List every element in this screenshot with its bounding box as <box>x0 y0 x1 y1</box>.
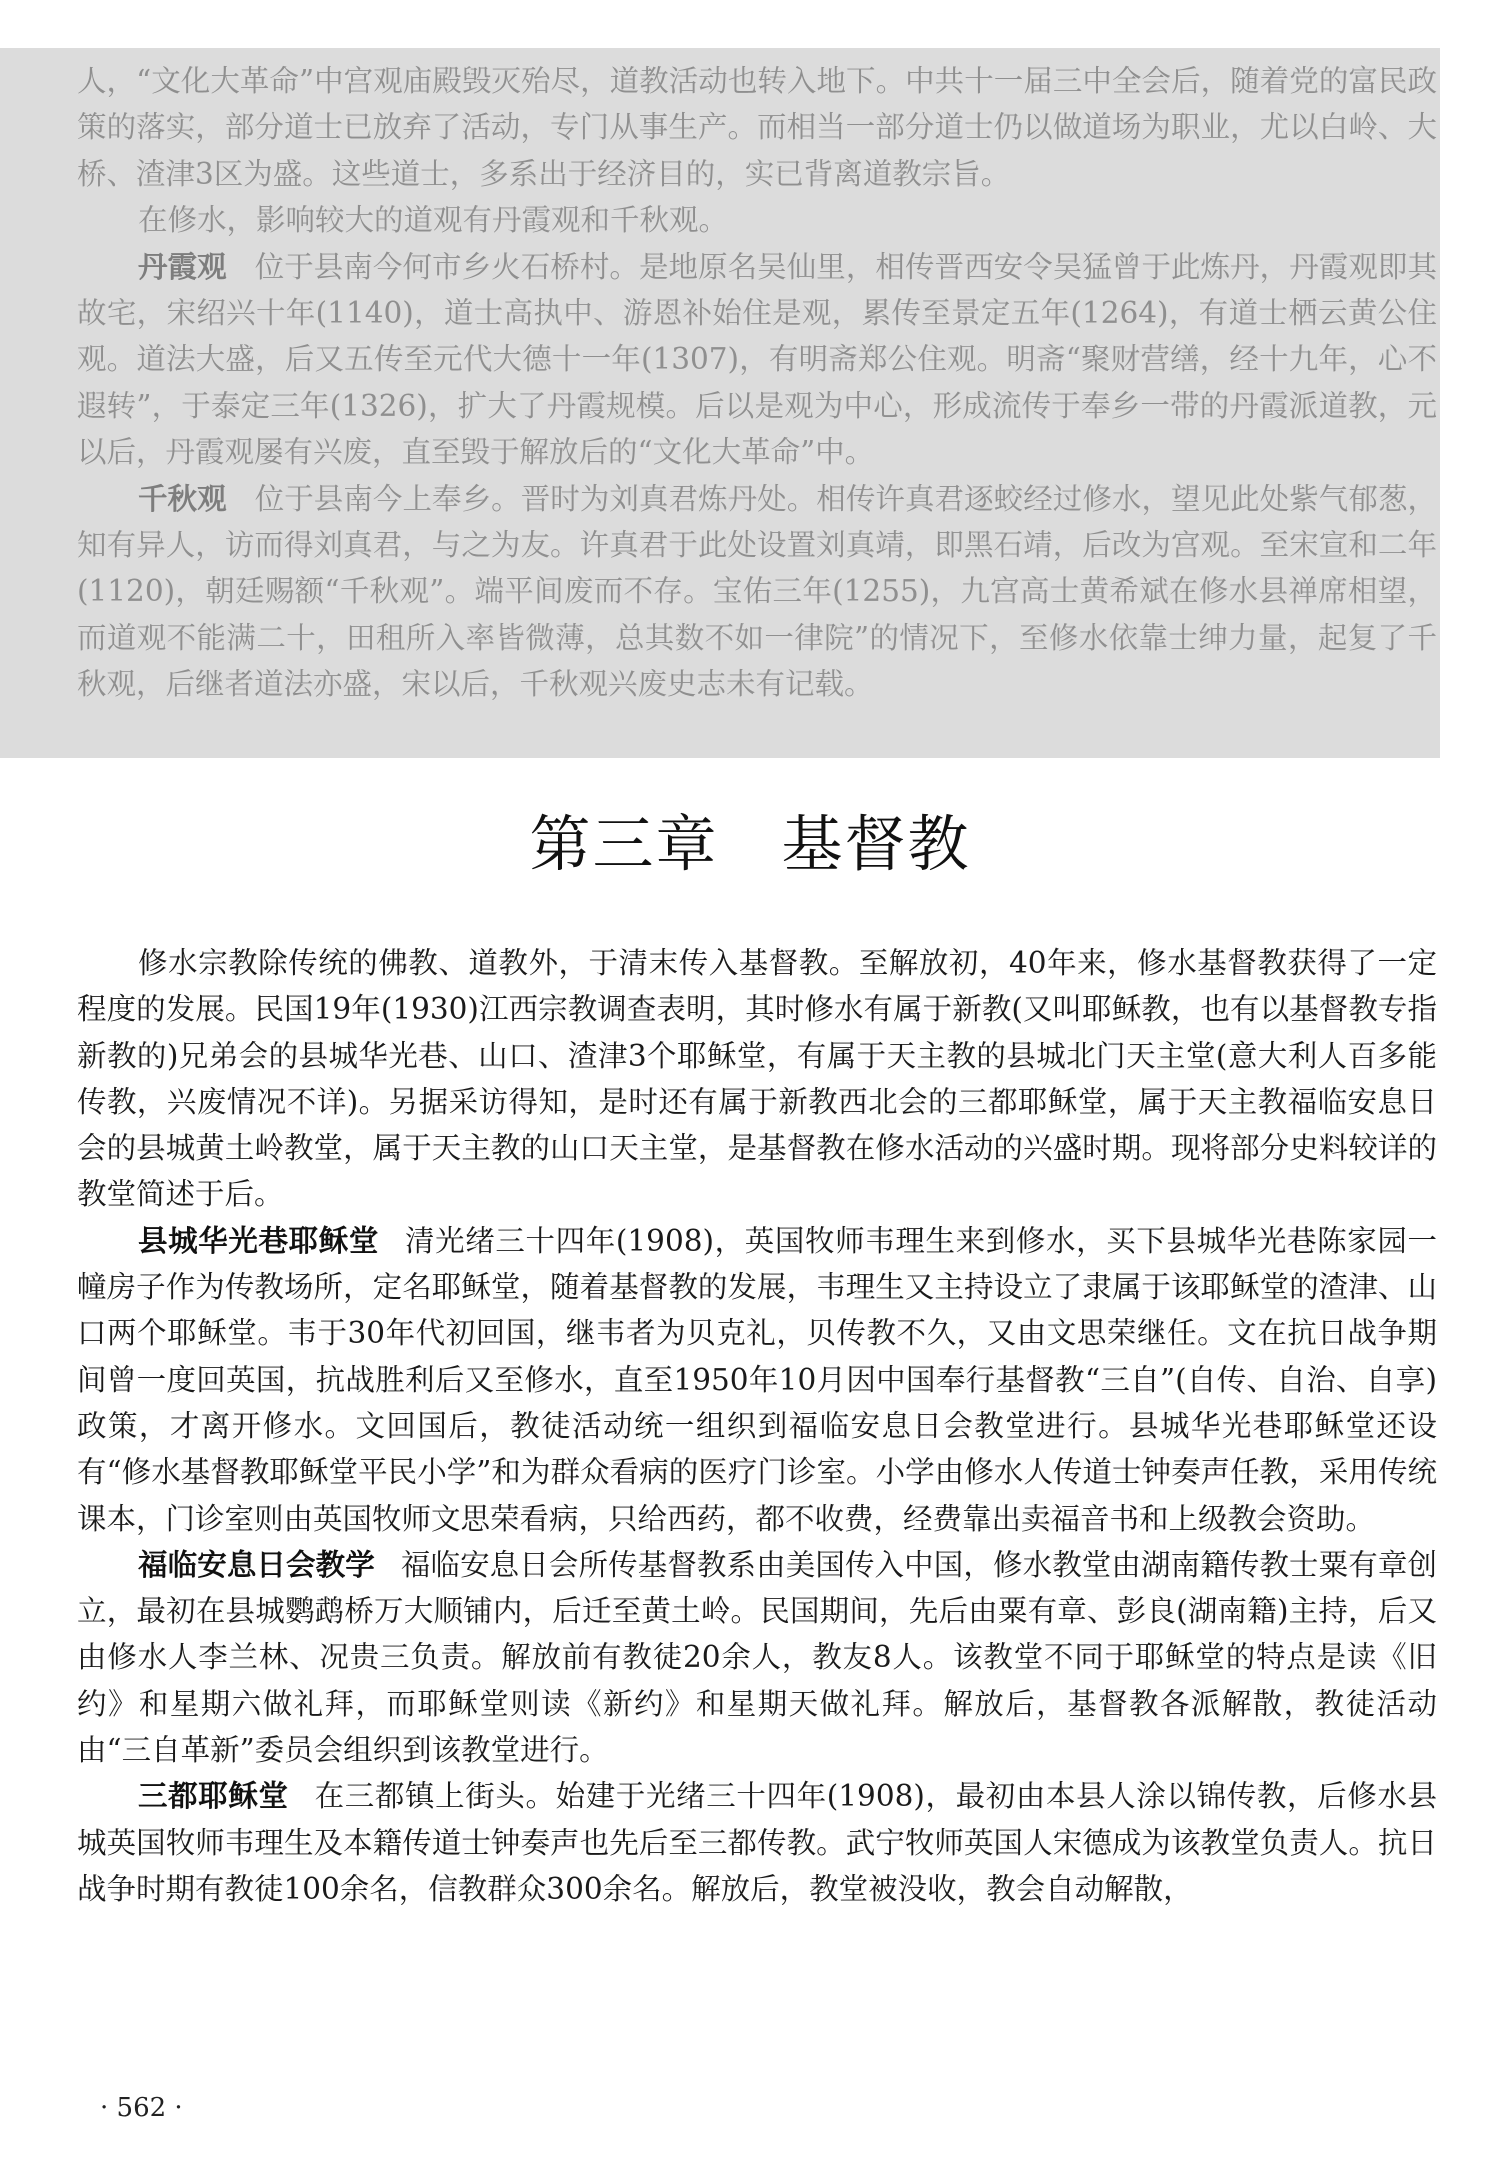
fulin-paragraph <box>77 1542 1437 1773</box>
huaguang-paragraph <box>77 1218 1437 1542</box>
sandu-paragraph <box>77 1773 1437 1912</box>
christianity-section-text <box>77 940 1437 1912</box>
danxia-text: 位于县南今何市乡火石桥村。是地原名吴仙里，相传晋西安令吴猛曾于此炼丹，丹霞观即其故宅，宋绍兴十年(1140)，道士高执中、游恩补始住是观，累传至景定五年(1264)，有道士栖云黄公住观。道法大盛，后又五传至元代大德十一年(1307)，有明斋郑公住观。明斋“聚财营缮，经十九年，心不遐转”，于泰定三年(1326)，扩大了丹霞规模。后以是观为中心，形成流传于奉乡一带的丹霞派道教，元以后，丹霞观屡有兴废，直至毁于解放后的“文化大革命”中。 <box>77 249 1437 470</box>
qianqiu-term: 千秋观 <box>138 481 227 516</box>
danxia-term: 丹霞观 <box>138 249 227 284</box>
chapter-title: 第三章 基督教 <box>529 809 971 880</box>
intro-paragraph: 修水宗教除传统的佛教、道教外，于清末传入基督教。至解放初，40年来，修水基督教获得了一定程度的发展。民国19年(1930)江西宗教调查表明，其时修水有属于新教(又叫耶稣教，也有以基督教专指新教的)兄弟会的县城华光巷、山口、渣津3个耶稣堂，有属于天主教的县城北门天主堂(意大利人百多能传教，兴废情况不详)。另据采访得知，是时还有属于新教西北会的三都耶稣堂，属于天主教福临安息日会的县城黄土岭教堂，属于天主教的山口天主堂，是基督教在修水活动的兴盛时期。现将部分史料较详的教堂简述于后。 <box>77 946 1437 1212</box>
taoism-section-text <box>77 58 1437 708</box>
fulin-term: 福临安息日会教学 <box>138 1547 375 1582</box>
huaguang-term: 县城华光巷耶稣堂 <box>138 1223 380 1258</box>
fulin-text: 福临安息日会所传基督教系由美国传入中国，修水教堂由湖南籍传教士粟有章创立，最初在县城鹦鹉桥万大顺铺内，后迁至黄土岭。民国期间，先后由粟有章、彭良(湖南籍)主持，后又由修水人李兰林、况贵三负责。解放前有教徒20余人，教友8人。该教堂不同于耶稣堂的特点是读《旧约》和星期六做礼拜，而耶稣堂则读《新约》和星期天做礼拜。解放后，基督教各派解散，教徒活动由“三自革新”委员会组织到该教堂进行。 <box>77 1547 1437 1768</box>
page-number: · 562 · <box>100 2093 183 2123</box>
huaguang-text: 清光绪三十四年(1908)，英国牧师韦理生来到修水，买下县城华光巷陈家园一幢房子作为传教场所，定名耶稣堂，随着基督教的发展，韦理生又主持设立了隶属于该耶稣堂的渣津、山口两个耶稣堂。韦于30年代初回国，继韦者为贝克礼，贝传教不久，又由文思荣继任。文在抗日战争期间曾一度回英国，抗战胜利后又至修水，直至1950年10月因中国奉行基督教“三自”(自传、自治、自享)政策，才离开修水。文回国后，教徒活动统一组织到福临安息日会教堂进行。县城华光巷耶稣堂还设有“修水基督教耶稣堂平民小学”和为群众看病的医疗门诊室。小学由修水人传道士钟奏声任教，采用传统课本，门诊室则由英国牧师文思荣看病，只给西药，都不收费，经费靠出卖福音书和上级教会资助。 <box>77 1223 1437 1536</box>
qianqiu-paragraph <box>77 476 1437 708</box>
danxia-paragraph <box>77 244 1437 476</box>
qianqiu-text: 位于县南今上奉乡。晋时为刘真君炼丹处。相传许真君逐蛟经过修水，望见此处紫气郁葱，知有异人，访而得刘真君，与之为友。许真君于此处设置刘真靖，即黑石靖，后改为宫观。至宋宣和二年(1120)，朝廷赐额“千秋观”。端平间废而不存。宝佑三年(1255)，九宫高士黄希斌在修水县禅席相望，而道观不能满二十，田租所入率皆微薄，总其数不如一律院”的情况下，至修水依靠士绅力量，起复了千秋观，后继者道法亦盛，宋以后，千秋观兴废史志未有记载。 <box>77 481 1437 702</box>
sandu-term: 三都耶稣堂 <box>138 1779 289 1814</box>
taoism-paragraph-2: 在修水，影响较大的道观有丹霞观和千秋观。 <box>138 203 729 238</box>
sandu-text: 在三都镇上街头。始建于光绪三十四年(1908)，最初由本县人涂以锦传教，后修水县城英国牧师韦理生及本籍传道士钟奏声也先后至三都传教。武宁牧师英国人宋德成为该教堂负责人。抗日战争时期有教徒100余名，信教群众300余名。解放后，教堂被没收，教会自动解散， <box>77 1779 1437 1906</box>
taoism-paragraph-1: 人，“文化大革命”中宫观庙殿毁灭殆尽，道教活动也转入地下。中共十一届三中全会后，随着党的富民政策的落实，部分道士已放弃了活动，专门从事生产。而相当一部分道士仍以做道场为职业，尤以白岭、大桥、渣津3区为盛。这些道士，多系出于经济目的，实已背离道教宗旨。 <box>77 64 1437 191</box>
